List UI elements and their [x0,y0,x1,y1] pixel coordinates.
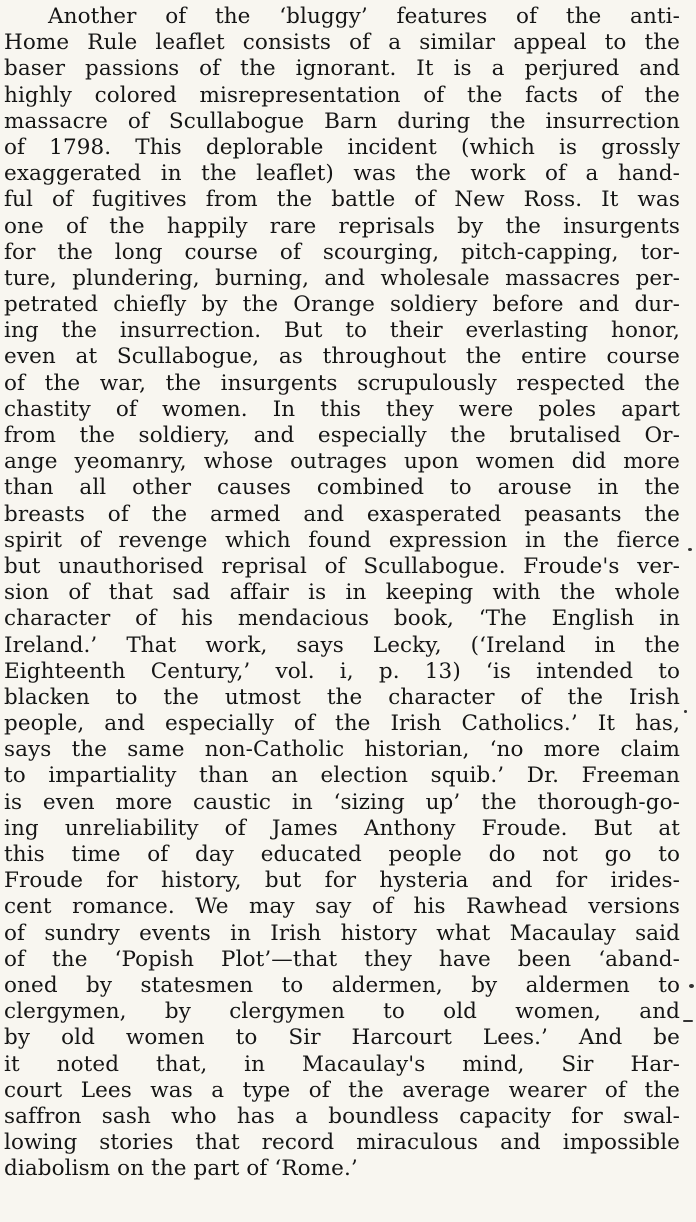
article-line: highly colored misrepresentation of the facts of the [4,82,680,108]
article-line: sion of that sad affair is in keeping with the whole [4,580,680,606]
article-line: baser passions of the ignorant. It is a perjured and [4,56,680,82]
article-line: Another of the ‘bluggy’ features of the anti- [48,4,680,29]
article-line: massacre of Scullabogue Barn during the insurrection [4,108,680,134]
article-column [4,4,680,1182]
article-line: Eighteenth Century,’ vol. i, p. 13) ‘is intended to [4,658,680,684]
article-line: ange yeomanry, whose outrages upon women did more [4,449,680,475]
article-line: to impartiality than an election squib.’ Dr. Freeman [4,763,680,789]
article-line: court Lees was a type of the average wearer of the [4,1077,680,1103]
article-line: this time of day educated people do not go to [4,842,680,867]
article-line: of 1798. This deplorable incident (which is grossly [4,134,680,160]
article-line: one of the happily rare reprisals by the insurgents [4,213,680,239]
ink-speck [684,710,687,713]
article-line: petrated chiefly by the Orange soldiery before and dur- [4,292,680,318]
article-line: says the same non-Catholic historian, ‘no more claim [4,737,680,763]
article-line: chastity of women. In this they were poles apart [4,396,680,422]
article-line: cent romance. We may say of his Rawhead versions [4,894,680,920]
article-line: Ireland.’ That work, says Lecky, (‘Ireland in the [4,632,680,658]
article-line: exaggerated in the leaflet) was the work of a hand- [4,161,680,187]
article-line: but unauthorised reprisal of Scullabogue. Froude's ver- [4,553,680,579]
article-line: of the ‘Popish Plot’—that they have been ‘aband- [4,946,680,972]
article-line: spirit of revenge which found expression in the fierce [4,527,680,553]
article-line: of the war, the insurgents scrupulously respected the [4,370,680,396]
article-line: breasts of the armed and exasperated peasants the [4,501,680,527]
article-line: ful of fugitives from the battle of New Ross. It was [4,187,680,213]
article-line: people, and especially of the Irish Catholics.’ It has, [4,711,680,737]
ink-speck [688,548,692,551]
article-line: blacken to the utmost the character of the Irish [4,684,680,710]
article-line: it noted that, in Macaulay's mind, Sir Har- [4,1051,680,1077]
article-line: character of his mendacious book, ‘The English in [4,606,680,632]
article-line: saffron sash who has a boundless capacity for swal- [4,1103,680,1129]
article-line: is even more caustic in ‘sizing up’ the thorough-go- [4,789,680,815]
ink-speck [683,1020,693,1022]
article-line: ing the insurrection. But to their everlasting honor, [4,318,680,344]
article-line: Froude for history, but for hysteria and for irides- [4,868,680,894]
article-line: ing unreliability of James Anthony Froude. But at [4,815,680,841]
article-line: lowing stories that record miraculous and impossible [4,1130,680,1156]
article-line: from the soldiery, and especially the brutalised Or- [4,423,680,448]
article-line: by old women to Sir Harcourt Lees.’ And be [4,1025,680,1051]
article-line: oned by statesmen to aldermen, by aldermen to [4,972,680,998]
article-line: even at Scullabogue, as throughout the entire course [4,344,680,370]
article-line: diabolism on the part of ‘Rome.’ [4,1156,358,1182]
article-line: than all other causes combined to arouse in the [4,475,680,501]
article-line: clergymen, by clergymen to old women, and [4,999,680,1025]
article-line: for the long course of scourging, pitch-capping, tor- [4,239,680,265]
article-line: Home Rule leaflet consists of a similar appeal to the [4,30,680,56]
article-line: ture, plundering, burning, and wholesale massacres per- [4,265,680,291]
article-line: of sundry events in Irish history what Macaulay said [4,920,680,946]
ink-speck [689,984,694,988]
